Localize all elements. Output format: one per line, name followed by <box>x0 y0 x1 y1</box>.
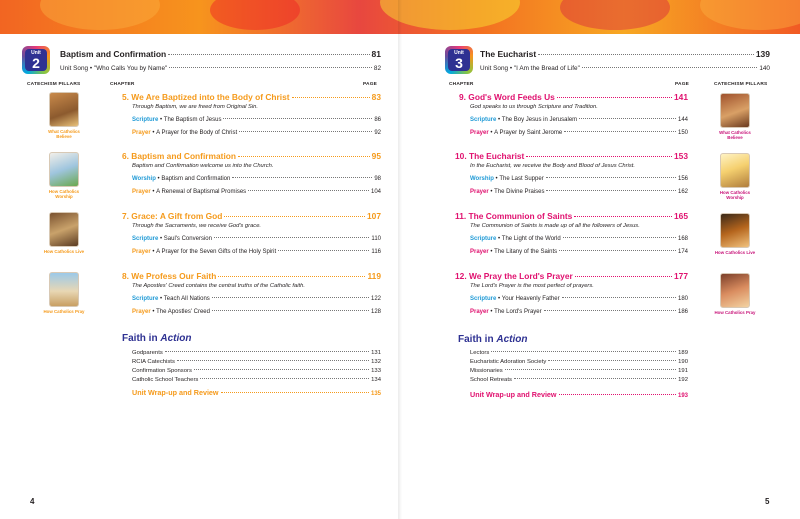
toc-item[interactable] <box>132 189 381 195</box>
dot-leader <box>563 237 676 238</box>
bullet: • <box>488 249 495 255</box>
unit-title-row[interactable] <box>60 49 381 59</box>
fia-text: Eucharistic Adoration Society <box>470 359 547 365</box>
fia-item[interactable] <box>132 377 381 383</box>
pillar-pray-caption: How Catholics Pray <box>714 310 756 315</box>
toc-item[interactable] <box>132 236 381 242</box>
fia-page: 134 <box>371 377 381 383</box>
dot-leader <box>177 360 369 361</box>
chapter-page: 153 <box>674 151 688 161</box>
chapter-desc: The Communion of Saints is made up of all the followers of Jesus. <box>470 223 640 229</box>
dot-leader <box>564 131 676 132</box>
item-kind: Prayer <box>132 130 151 136</box>
dot-leader <box>223 118 372 119</box>
toc-item[interactable] <box>132 117 381 123</box>
fia-text: Lectors <box>470 350 490 356</box>
wrapup-page: 193 <box>677 393 688 399</box>
unit-badge <box>445 46 473 74</box>
chapter-title: 5. We Are Baptized into the Body of Christ <box>122 92 290 102</box>
pillar-worship-image <box>720 153 750 188</box>
chapter-desc: Through the Sacraments, we receive God's grace. <box>132 223 262 229</box>
chapter-11-row[interactable] <box>455 211 688 221</box>
item-text: The Apostles' Creed <box>156 309 210 315</box>
pillar-pray-image <box>49 272 79 307</box>
item-text: The Divine Praises <box>494 189 545 195</box>
bullet: • <box>150 249 157 255</box>
item-text: The Baptism of Jesus <box>163 117 222 123</box>
item-text: The Light of the World <box>501 236 561 242</box>
item-page: 104 <box>370 189 381 195</box>
item-kind: Scripture <box>470 117 497 123</box>
unit-title-page: 81 <box>371 49 381 59</box>
item-kind: Prayer <box>470 130 489 136</box>
bullet: • <box>488 130 495 136</box>
faith-in-text: Faith in <box>458 334 494 345</box>
item-page: 174 <box>677 249 688 255</box>
faith-in-action-heading <box>458 334 527 345</box>
dot-leader <box>218 276 365 277</box>
dot-leader <box>582 67 757 68</box>
dot-leader <box>574 216 672 217</box>
item-page: 156 <box>677 176 688 182</box>
page-number-left: 4 <box>30 497 35 506</box>
unit-title: The Eucharist <box>480 49 537 59</box>
chapter-page: 83 <box>371 92 381 102</box>
item-page: 110 <box>371 236 381 242</box>
toc-item[interactable] <box>470 249 688 255</box>
dot-leader <box>212 310 369 311</box>
fia-item[interactable] <box>470 377 688 383</box>
col-header-pillars: CATECHISM PILLARS <box>27 82 81 87</box>
fia-text: Missionaries <box>470 368 503 374</box>
chapter-desc: The Lord's Prayer is the most perfect of prayers. <box>470 283 594 289</box>
bullet: • <box>496 236 502 242</box>
chapter-page: 95 <box>371 151 381 161</box>
dot-leader <box>559 394 676 395</box>
item-text: Baptism and Confirmation <box>161 176 231 182</box>
pillar-believe-caption: What Catholics Believe <box>719 130 751 141</box>
pillar-live-image <box>49 212 79 247</box>
bullet: • <box>158 117 164 123</box>
toc-item[interactable] <box>470 176 688 182</box>
action-text: Action <box>496 334 528 345</box>
item-kind: Prayer <box>470 309 489 315</box>
chapter-page: 177 <box>674 271 688 281</box>
unit-song: Unit Song • "I Am the Bread of Life" <box>480 65 580 72</box>
chapter-desc: Baptism and Confirmation welcome us into the Church. <box>132 163 274 169</box>
item-text: A Prayer for the Body of Christ <box>156 130 238 136</box>
fia-text: Catholic School Teachers <box>132 377 199 383</box>
chapter-title: 7. Grace: A Gift from God <box>122 211 223 221</box>
unit-song-row[interactable] <box>480 65 770 72</box>
col-header-page: PAGE <box>675 82 690 87</box>
dot-leader <box>562 297 676 298</box>
unit-label: Unit <box>454 50 464 56</box>
bullet: • <box>496 117 502 123</box>
dot-leader <box>238 156 370 157</box>
item-text: A Renewal of Baptismal Promises <box>156 189 247 195</box>
toc-item[interactable] <box>132 130 381 136</box>
col-header-page: PAGE <box>363 82 378 87</box>
chapter-7-row[interactable] <box>122 211 381 221</box>
chapter-title: 8. We Profess Our Faith <box>122 271 217 281</box>
item-text: Saul's Conversion <box>163 236 212 242</box>
dot-leader <box>248 190 369 191</box>
faith-in-action-heading <box>122 333 191 344</box>
fia-item[interactable] <box>132 359 381 365</box>
chapter-page: 141 <box>674 92 688 102</box>
col-header-chapter: CHAPTER <box>110 82 135 87</box>
faith-in-text: Faith in <box>122 333 158 344</box>
fia-item[interactable] <box>470 359 688 365</box>
item-kind: Worship <box>470 176 494 182</box>
chapter-desc: Through Baptism, we are freed from Original Sin. <box>132 104 258 110</box>
item-kind: Prayer <box>132 189 151 195</box>
item-page: 98 <box>374 176 381 182</box>
toc-item[interactable] <box>132 176 381 182</box>
pillar-worship-image <box>49 152 79 187</box>
fia-text: School Retreats <box>470 377 512 383</box>
fia-page: 190 <box>678 359 688 365</box>
chapter-5-row[interactable] <box>122 92 381 102</box>
item-text: A Prayer by Saint Jerome <box>494 130 563 136</box>
dot-leader <box>546 190 676 191</box>
dot-leader <box>538 54 754 55</box>
pillar-live-caption: How Catholics Live <box>714 250 756 255</box>
dot-leader <box>165 351 369 352</box>
item-page: 180 <box>677 296 688 302</box>
dot-leader <box>514 378 676 379</box>
fia-item[interactable] <box>470 368 688 374</box>
unit-wrapup-row[interactable] <box>470 390 688 399</box>
unit-song: Unit Song • "Who Calls You by Name" <box>60 65 168 72</box>
toc-item[interactable] <box>132 249 381 255</box>
dot-leader <box>232 177 372 178</box>
item-kind: Scripture <box>132 236 159 242</box>
unit-badge <box>22 46 50 74</box>
chapter-page: 107 <box>367 211 381 221</box>
chapter-page: 119 <box>367 271 381 281</box>
item-page: 150 <box>677 130 688 136</box>
bullet: • <box>155 176 162 182</box>
unit-song-page: 82 <box>373 65 381 72</box>
dot-leader <box>579 118 676 119</box>
dot-leader <box>526 156 672 157</box>
pillar-believe-caption: What Catholics Believe <box>48 129 80 140</box>
item-kind: Prayer <box>132 249 151 255</box>
unit-wrapup-row[interactable] <box>132 388 381 397</box>
bullet: • <box>496 296 502 302</box>
fia-item[interactable] <box>470 350 688 356</box>
item-text: The Last Supper <box>499 176 544 182</box>
dot-leader <box>575 276 672 277</box>
item-kind: Scripture <box>132 296 159 302</box>
chapter-title: 10. The Eucharist <box>455 151 525 161</box>
unit-number: 3 <box>455 55 463 71</box>
fia-text: RCIA Catechists <box>132 359 175 365</box>
dot-leader <box>546 177 676 178</box>
toc-item[interactable] <box>470 189 688 195</box>
toc-item[interactable] <box>470 309 688 315</box>
chapter-title: 12. We Pray the Lord's Prayer <box>455 271 573 281</box>
dot-leader <box>559 250 676 251</box>
chapter-page: 165 <box>674 211 688 221</box>
item-page: 86 <box>374 117 381 123</box>
chapter-title: 6. Baptism and Confirmation <box>122 151 237 161</box>
item-text: Your Heavenly Father <box>501 296 560 302</box>
item-page: 128 <box>370 309 381 315</box>
item-kind: Worship <box>132 176 156 182</box>
item-text: The Lord's Prayer <box>494 309 542 315</box>
dot-leader <box>491 351 676 352</box>
dot-leader <box>221 392 369 393</box>
bullet: • <box>158 296 164 302</box>
chapter-10-row[interactable] <box>455 151 688 161</box>
action-text: Action <box>160 333 192 344</box>
item-page: 186 <box>677 309 688 315</box>
item-page: 92 <box>374 130 381 136</box>
item-kind: Scripture <box>470 236 497 242</box>
chapter-12-row[interactable] <box>455 271 688 281</box>
chapter-9-row[interactable] <box>459 92 688 102</box>
dot-leader <box>239 131 372 132</box>
item-kind: Scripture <box>132 117 159 123</box>
unit-title-page: 139 <box>755 49 770 59</box>
pillar-worship-caption: How Catholics Worship <box>48 189 80 200</box>
pillar-live-image <box>720 213 750 248</box>
dot-leader <box>194 369 369 370</box>
dot-leader <box>278 250 369 251</box>
item-text: The Litany of the Saints <box>494 249 558 255</box>
toc-item[interactable] <box>470 130 688 136</box>
toc-item[interactable] <box>132 296 381 302</box>
item-kind: Prayer <box>132 309 151 315</box>
bullet: • <box>488 309 495 315</box>
dot-leader <box>168 54 369 55</box>
pillar-believe-image <box>720 93 750 128</box>
dot-leader <box>544 310 676 311</box>
fia-page: 189 <box>678 350 688 356</box>
item-kind: Prayer <box>470 189 489 195</box>
bullet: • <box>150 130 157 136</box>
unit-number: 2 <box>32 55 40 71</box>
left-page <box>22 44 382 514</box>
col-header-pillars: CATECHISM PILLARS <box>714 82 768 87</box>
chapter-desc: In the Eucharist, we receive the Body and Blood of Jesus Christ. <box>470 163 635 169</box>
fia-page: 131 <box>371 350 381 356</box>
item-page: 168 <box>677 236 688 242</box>
item-page: 116 <box>371 249 381 255</box>
page-spine <box>398 0 402 519</box>
fia-text: Godparents <box>132 350 163 356</box>
dot-leader <box>557 97 672 98</box>
toc-item[interactable] <box>132 309 381 315</box>
item-kind: Scripture <box>470 296 497 302</box>
item-text: The Boy Jesus in Jerusalem <box>501 117 578 123</box>
dot-leader <box>169 67 372 68</box>
pillar-believe-image <box>49 92 79 127</box>
item-text: A Prayer for the Seven Gifts of the Holy Spirit <box>156 249 277 255</box>
col-header-chapter: CHAPTER <box>449 82 474 87</box>
fia-text: Confirmation Sponsors <box>132 368 192 374</box>
pillar-worship-caption: How Catholics Worship <box>719 190 751 201</box>
toc-item[interactable] <box>470 236 688 242</box>
pillar-live-caption: How Catholics Live <box>43 249 85 254</box>
fia-page: 133 <box>371 368 381 374</box>
bullet: • <box>158 236 164 242</box>
unit-song-row[interactable] <box>60 65 381 72</box>
wrapup-page: 135 <box>370 391 381 397</box>
chapter-6-row[interactable] <box>122 151 381 161</box>
wrapup-text: Unit Wrap-up and Review <box>132 388 219 397</box>
dot-leader <box>548 360 676 361</box>
bullet: • <box>488 189 495 195</box>
item-page: 122 <box>370 296 381 302</box>
dot-leader <box>224 216 365 217</box>
chapter-title: 9. God's Word Feeds Us <box>459 92 555 102</box>
dot-leader <box>505 369 676 370</box>
item-text: Teach All Nations <box>163 296 210 302</box>
fia-page: 191 <box>678 368 688 374</box>
toc-item[interactable] <box>470 117 688 123</box>
item-page: 144 <box>677 117 688 123</box>
dot-leader <box>200 378 369 379</box>
chapter-desc: God speaks to us through Scripture and Tradition. <box>470 104 598 110</box>
right-page <box>443 44 800 514</box>
fia-item[interactable] <box>132 350 381 356</box>
pillar-pray-image <box>720 273 750 308</box>
chapter-title: 11. The Communion of Saints <box>455 211 573 221</box>
dot-leader <box>292 97 370 98</box>
chapter-desc: The Apostles' Creed contains the central truths of the Catholic faith. <box>132 283 305 289</box>
page-number-right: 5 <box>765 497 770 506</box>
bullet: • <box>150 309 157 315</box>
unit-title-row[interactable] <box>480 49 770 59</box>
unit-song-page: 140 <box>759 65 770 72</box>
unit-label: Unit <box>31 50 41 56</box>
dot-leader <box>214 237 369 238</box>
wrapup-text: Unit Wrap-up and Review <box>470 390 557 399</box>
fia-item[interactable] <box>132 368 381 374</box>
dot-leader <box>212 297 369 298</box>
toc-item[interactable] <box>470 296 688 302</box>
fia-page: 132 <box>371 359 381 365</box>
item-kind: Prayer <box>470 249 489 255</box>
fia-page: 192 <box>678 377 688 383</box>
bullet: • <box>150 189 157 195</box>
item-page: 162 <box>677 189 688 195</box>
pillar-pray-caption: How Catholics Pray <box>43 309 85 314</box>
bullet: • <box>493 176 500 182</box>
unit-title: Baptism and Confirmation <box>60 49 167 59</box>
chapter-8-row[interactable] <box>122 271 381 281</box>
